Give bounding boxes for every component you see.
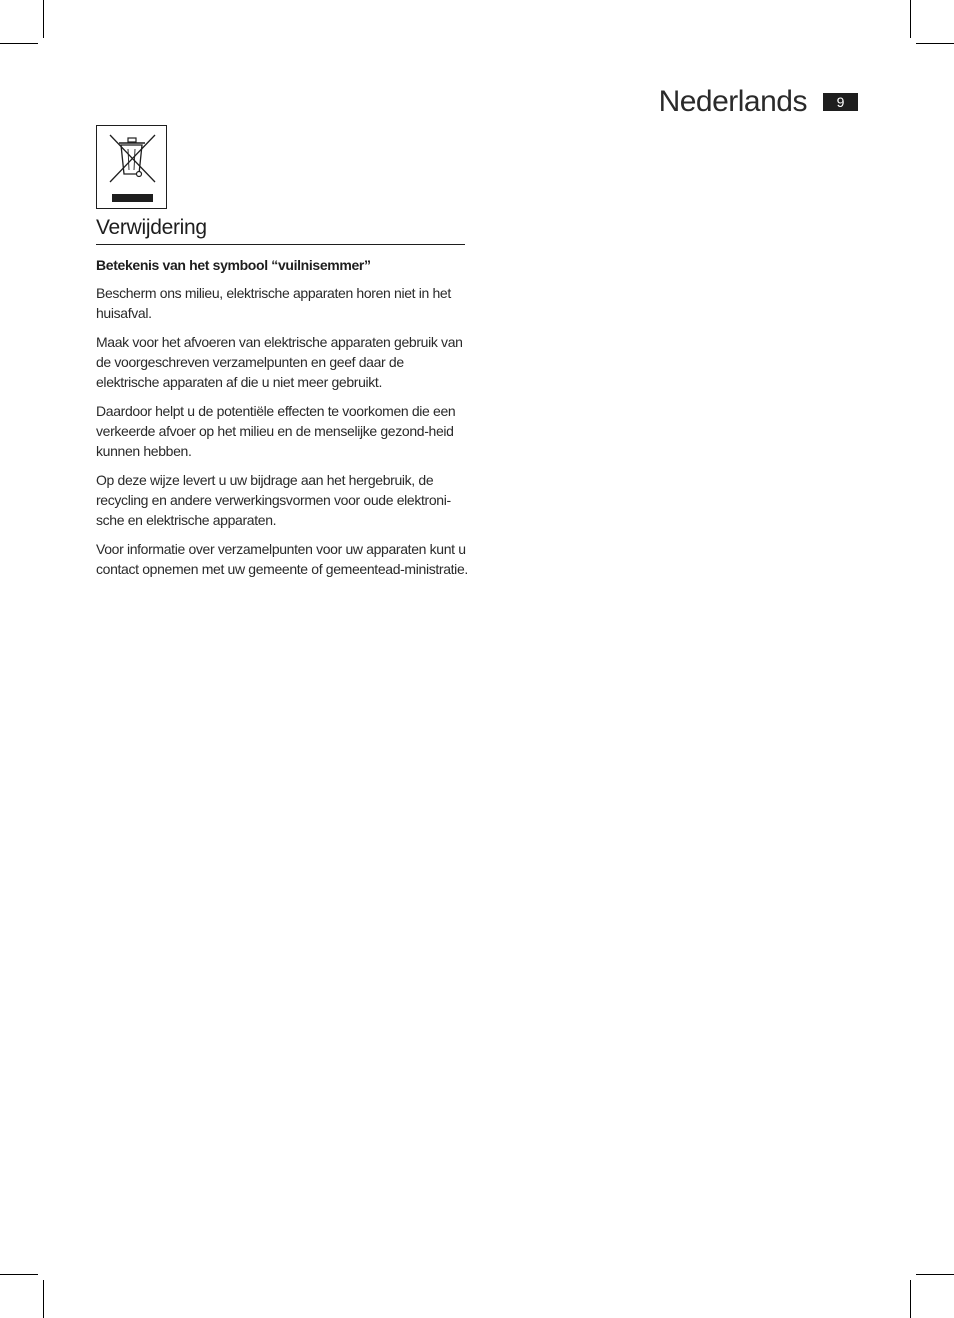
section-title-disposal: Verwijdering	[96, 213, 465, 245]
crop-mark-top-right-vertical	[910, 0, 911, 38]
crop-mark-top-left-vertical	[43, 0, 44, 38]
disposal-text	[96, 255, 468, 588]
crossed-out-wheelie-bin-icon	[97, 126, 165, 207]
paragraph: Daardoor helpt u de potentiële effecten te voorkomen die een verkeerde afvoer op het milieu en de menselijke gezond-heid kunnen hebben.	[96, 403, 456, 459]
page-number-badge: 9	[823, 93, 858, 111]
language-heading: Nederlands	[658, 85, 807, 118]
paragraph: Op deze wijze levert u uw bijdrage aan het hergebruik, de recycling en andere verwerkingsvormen voor oude elektroni-sche en elektrische apparaten.	[96, 472, 451, 528]
weee-symbol-frame	[96, 125, 167, 209]
crop-mark-bottom-left-vertical	[43, 1280, 44, 1318]
crop-mark-bottom-right-horizontal	[916, 1274, 954, 1275]
paragraph: Bescherm ons milieu, elektrische apparaten horen niet in het huisafval.	[96, 285, 451, 321]
crop-mark-bottom-right-vertical	[910, 1280, 911, 1318]
crop-mark-top-left-horizontal	[0, 43, 38, 44]
symbol-meaning-subtitle: Betekenis van het symbool “vuilnisemmer”	[96, 257, 371, 273]
paragraph: Voor informatie over verzamelpunten voor uw apparaten kunt u contact opnemen met uw gemeente of gemeentead-ministratie.	[96, 541, 468, 577]
paragraph: Maak voor het afvoeren van elektrische apparaten gebruik van de voorgeschreven verzamelpunten en geef daar de elektrische apparaten af die u niet meer gebruikt.	[96, 334, 463, 390]
crop-mark-top-right-horizontal	[916, 43, 954, 44]
crop-mark-bottom-left-horizontal	[0, 1274, 38, 1275]
